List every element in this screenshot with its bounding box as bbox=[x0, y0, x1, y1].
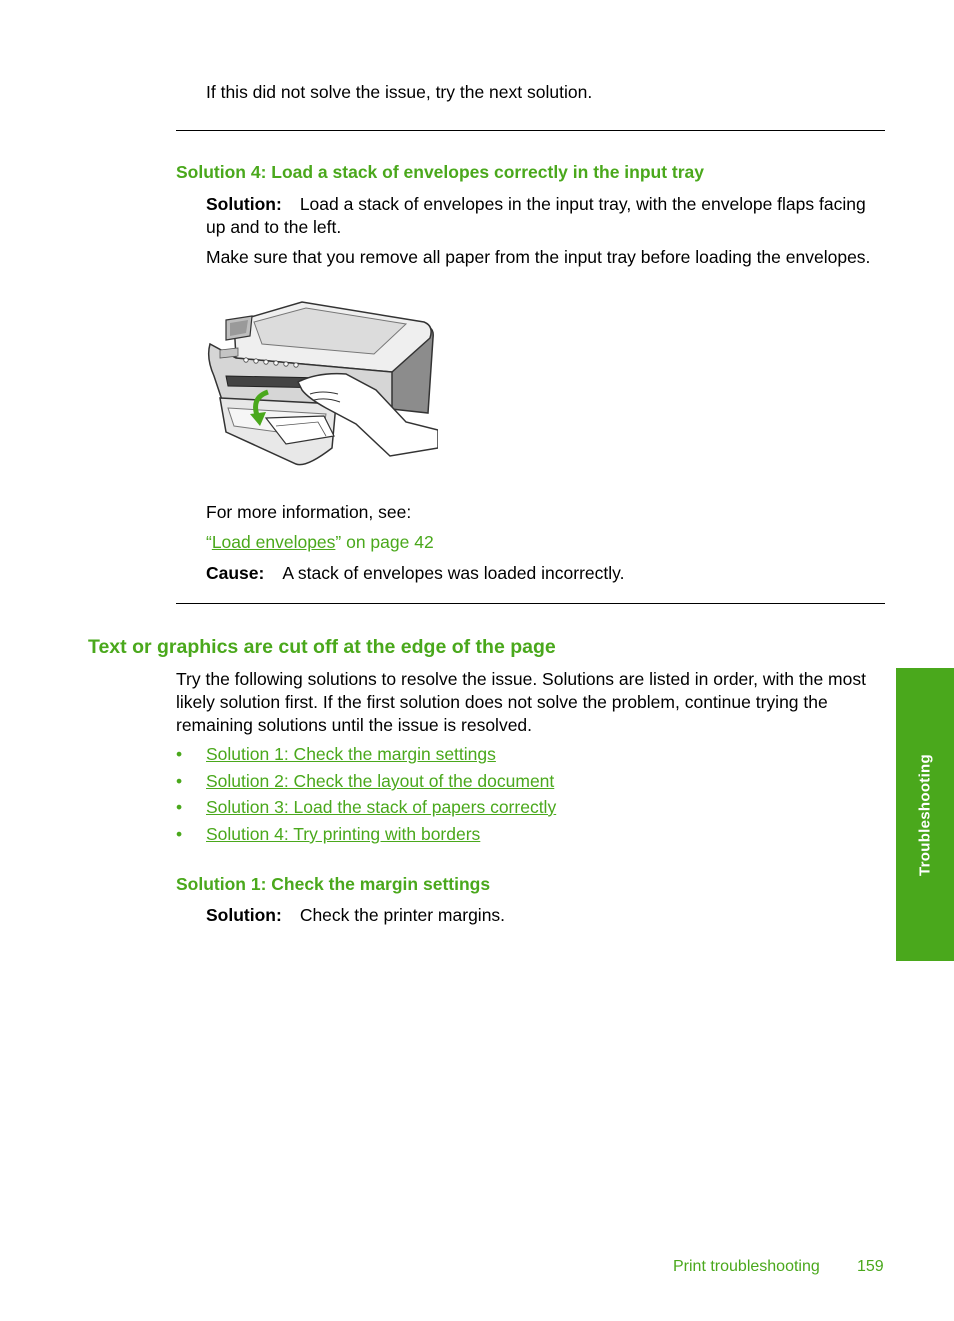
solution-1-text bbox=[206, 904, 505, 927]
load-envelopes-reference bbox=[206, 531, 434, 554]
section-intro-line-3: remaining solutions until the issue is resolved. bbox=[176, 715, 533, 735]
cause-description: A stack of envelopes was loaded incorrectly. bbox=[282, 563, 625, 583]
solution-4-text bbox=[206, 193, 896, 216]
solution-4-link[interactable]: Solution 4: Try printing with borders bbox=[206, 824, 481, 844]
bullet: • bbox=[176, 744, 183, 764]
intro-text: If this did not solve the issue, try the next solution. bbox=[206, 82, 593, 102]
section-heading: Text or graphics are cut off at the edge of the page bbox=[88, 636, 556, 658]
solution-4-text-line2: up and to the left. bbox=[206, 217, 342, 237]
solution-2-link[interactable]: Solution 2: Check the layout of the document bbox=[206, 771, 555, 791]
section-intro-line-2: likely solution first. If the first solution does not solve the problem, continue trying the bbox=[176, 692, 828, 712]
section-intro-line-1: Try the following solutions to resolve the issue. Solutions are listed in order, with the most bbox=[176, 669, 866, 689]
solution-text: Check the printer margins. bbox=[299, 905, 506, 925]
solution-1-link[interactable]: Solution 1: Check the margin settings bbox=[206, 744, 496, 764]
load-envelopes-link[interactable]: Load envelopes bbox=[211, 532, 336, 552]
more-info-text: For more information, see: bbox=[206, 502, 412, 522]
side-tab-label: Troubleshooting bbox=[916, 753, 934, 876]
solution-label: Solution: bbox=[206, 905, 282, 925]
solution-1-heading: Solution 1: Check the margin settings bbox=[176, 874, 491, 894]
bullet: • bbox=[176, 797, 183, 817]
solution-label: Solution: bbox=[206, 194, 282, 214]
footer-section-title: Print troubleshooting bbox=[673, 1258, 820, 1275]
solution-4-heading: Solution 4: Load a stack of envelopes correctly in the input tray bbox=[176, 162, 705, 182]
bullet: • bbox=[176, 824, 183, 844]
printer-illustration bbox=[206, 298, 438, 468]
divider bbox=[176, 130, 885, 131]
bullet: • bbox=[176, 771, 183, 791]
cause-label: Cause: bbox=[206, 563, 265, 583]
page-number: 159 bbox=[857, 1258, 884, 1275]
solution-4-note: Make sure that you remove all paper from the input tray before loading the envelopes. bbox=[206, 247, 871, 267]
quote-open: “ bbox=[206, 532, 212, 552]
solution-text: Load a stack of envelopes in the input tray, with the envelope flaps facing bbox=[299, 194, 866, 214]
page-reference: ” on page 42 bbox=[335, 532, 434, 552]
cause-text bbox=[206, 562, 624, 585]
solution-3-link[interactable]: Solution 3: Load the stack of papers correctly bbox=[206, 797, 557, 817]
troubleshooting-side-tab bbox=[896, 668, 954, 961]
divider bbox=[176, 603, 885, 604]
